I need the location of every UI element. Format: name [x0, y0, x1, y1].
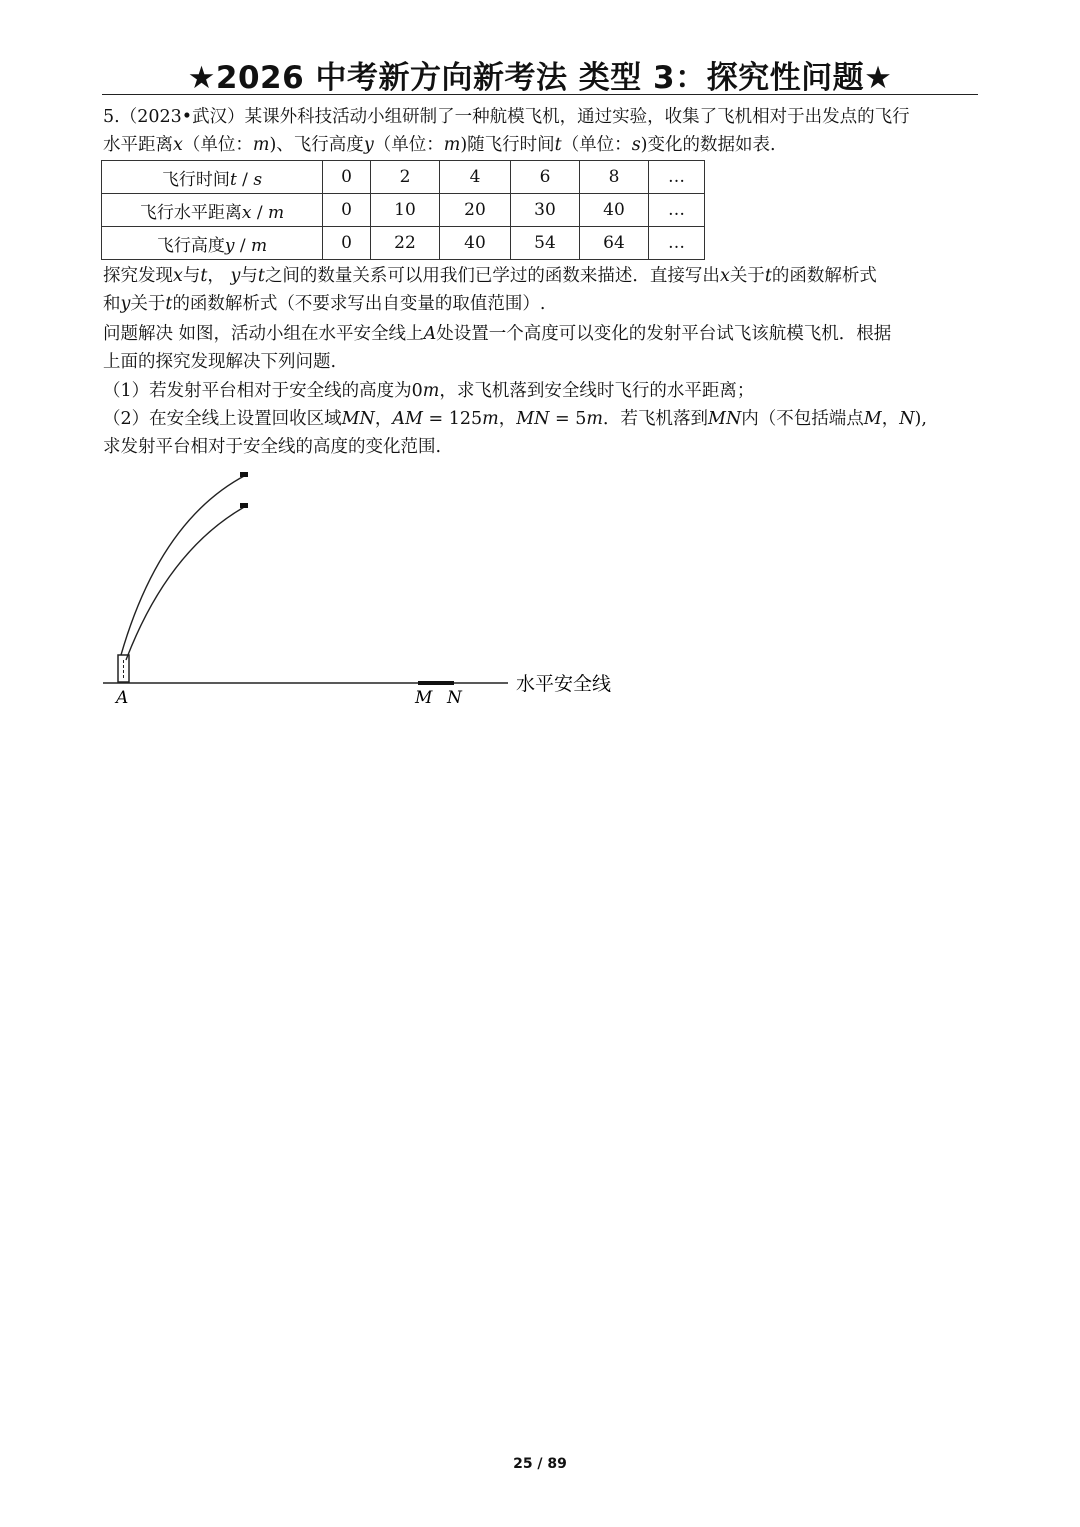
row-label: 飞行时间 [161, 169, 230, 190]
table-cell: 30 [511, 194, 580, 227]
am-value: = 125 [422, 409, 483, 429]
table-cell: 40 [440, 227, 511, 260]
table-cell: 40 [580, 194, 649, 227]
table-row [102, 227, 705, 260]
data-table [101, 160, 705, 260]
intro-text: （单位： [182, 135, 253, 155]
intro-text: （单位： [561, 135, 632, 155]
table-cell: 6 [511, 161, 580, 194]
header-divider [102, 94, 978, 95]
table-cell: 54 [511, 227, 580, 260]
safety-line-label: 水平安全线 [516, 673, 612, 695]
q2-text: ， [498, 409, 517, 429]
page-number: 25 / 89 [513, 1456, 567, 1472]
intro-text: )随飞行时间 [460, 135, 555, 155]
table-cell: 64 [580, 227, 649, 260]
table-cell: 0 [323, 161, 371, 194]
solve-text: 问题解决 如图，活动小组在水平安全线上 [103, 324, 424, 344]
var-x: x [719, 266, 730, 286]
row-label: 飞行水平距离 [139, 202, 242, 223]
plane-marker-upper [240, 472, 248, 477]
q1-text: ，求飞机落到安全线时飞行的水平距离； [439, 381, 755, 401]
explore-text: 的函数解析式 [771, 266, 877, 286]
table-row-header: 飞行高度y / m [102, 227, 323, 260]
point-a: A [423, 324, 437, 344]
q2-text: （2）在安全线上设置回收区域 [103, 409, 342, 429]
unit-m: m [443, 135, 461, 155]
row-unit: m [251, 235, 268, 256]
row-variable: x [241, 202, 252, 223]
row-label: 飞行高度 [156, 235, 225, 256]
intro-text: )、飞行高度 [269, 135, 364, 155]
problem-number: 5 [103, 107, 115, 127]
explore-text: 探究发现 [103, 266, 173, 286]
segment-mn: MN [516, 409, 550, 429]
label-m: M [415, 688, 433, 708]
table-cell: 4 [440, 161, 511, 194]
problem-intro-line-1: 5.（2023•武汉）某课外科技活动小组研制了一种航模飞机，通过实验，收集了飞机相对于出发点的飞行 [103, 107, 910, 127]
explore-text: ， [207, 266, 225, 286]
q2-text: 求发射平台相对于安全线的高度的变化范围. [103, 437, 442, 457]
unit-s: s [631, 135, 641, 155]
solve-line-2 [103, 348, 978, 376]
question-2-line-1 [103, 405, 978, 433]
var-t: t [554, 135, 562, 155]
solve-line-1 [103, 320, 978, 348]
q2-text: ， [881, 409, 900, 429]
q2-text: ， [374, 409, 393, 429]
q2-text: ), [914, 409, 927, 429]
table-cell: … [649, 227, 705, 260]
intro-text: 水平距离 [103, 135, 173, 155]
page-header-title: ★2026 中考新方向新考法 类型 3：探究性问题★ [187, 60, 893, 96]
var-t: t [165, 294, 173, 314]
q2-text: 内（不包括端点 [741, 409, 864, 429]
segment-am: AM [392, 409, 423, 429]
explore-text: 之间的数量关系可以用我们已学过的函数来描述．直接写出 [264, 266, 720, 286]
question-1 [103, 377, 978, 405]
q1-height: 0 [411, 381, 423, 401]
var-y: y [230, 266, 241, 286]
solve-text: 处设置一个高度可以变化的发射平台试飞该航模飞机．根据 [436, 324, 892, 344]
row-unit: m [268, 202, 285, 223]
row-variable: t [229, 169, 237, 190]
table-cell: 8 [580, 161, 649, 194]
q2-text: ．若飞机落到 [603, 409, 709, 429]
unit-m: m [586, 409, 604, 429]
var-t: t [764, 266, 772, 286]
unit-m: m [252, 135, 270, 155]
intro-text-a: 某课外科技活动小组研制了一种航模飞机，通过实验，收集了飞机相对于出发点的飞行 [244, 107, 910, 127]
explore-line-1 [103, 262, 978, 290]
table-cell: 20 [440, 194, 511, 227]
row-variable: y [224, 235, 235, 256]
problem-source: （2023•武汉） [119, 107, 245, 127]
row-unit: s [253, 169, 263, 190]
label-n: N [447, 688, 462, 708]
table-cell: 10 [371, 194, 440, 227]
explore-text: 和 [103, 294, 121, 314]
unit-m: m [482, 409, 499, 429]
intro-text: )变化的数据如表. [640, 135, 776, 155]
explore-text: 与 [182, 266, 201, 286]
segment-mn: MN [341, 409, 375, 429]
table-row-header: 飞行水平距离x / m [102, 194, 323, 227]
var-t: t [257, 266, 265, 286]
point-n: N [899, 409, 915, 429]
table-cell: … [649, 161, 705, 194]
question-2-line-2 [103, 433, 978, 461]
table-row [102, 194, 705, 227]
var-x: x [173, 266, 183, 286]
intro-text: （单位： [373, 135, 444, 155]
point-m: M [863, 409, 882, 429]
unit-m: m [422, 381, 440, 401]
var-t: t [200, 266, 208, 286]
table-cell: 22 [371, 227, 440, 260]
explore-text: 与 [240, 266, 258, 286]
table-cell: 0 [323, 227, 371, 260]
explore-text: 关于 [130, 294, 166, 314]
table-row [102, 161, 705, 194]
explore-line-2 [103, 290, 978, 318]
table-cell: … [649, 194, 705, 227]
trajectory-figure [0, 460, 640, 720]
var-y: y [363, 135, 374, 155]
label-a: A [116, 688, 129, 708]
problem-intro-line-2 [103, 131, 978, 159]
trajectory-lower [126, 506, 246, 660]
table-row-header: 飞行时间t / s [102, 161, 323, 194]
segment-mn: MN [708, 409, 742, 429]
var-y: y [120, 294, 131, 314]
explore-text: 的函数解析式（不要求写出自变量的取值范围）. [172, 294, 546, 314]
solve-text: 上面的探究发现解决下列问题. [103, 352, 337, 372]
explore-text: 关于 [729, 266, 765, 286]
table-cell: 2 [371, 161, 440, 194]
var-x: x [173, 135, 183, 155]
mn-value: = 5 [549, 409, 587, 429]
q1-text: （1）若发射平台相对于安全线的高度为 [103, 381, 412, 401]
plane-marker-lower [240, 503, 248, 508]
table-cell: 0 [323, 194, 371, 227]
